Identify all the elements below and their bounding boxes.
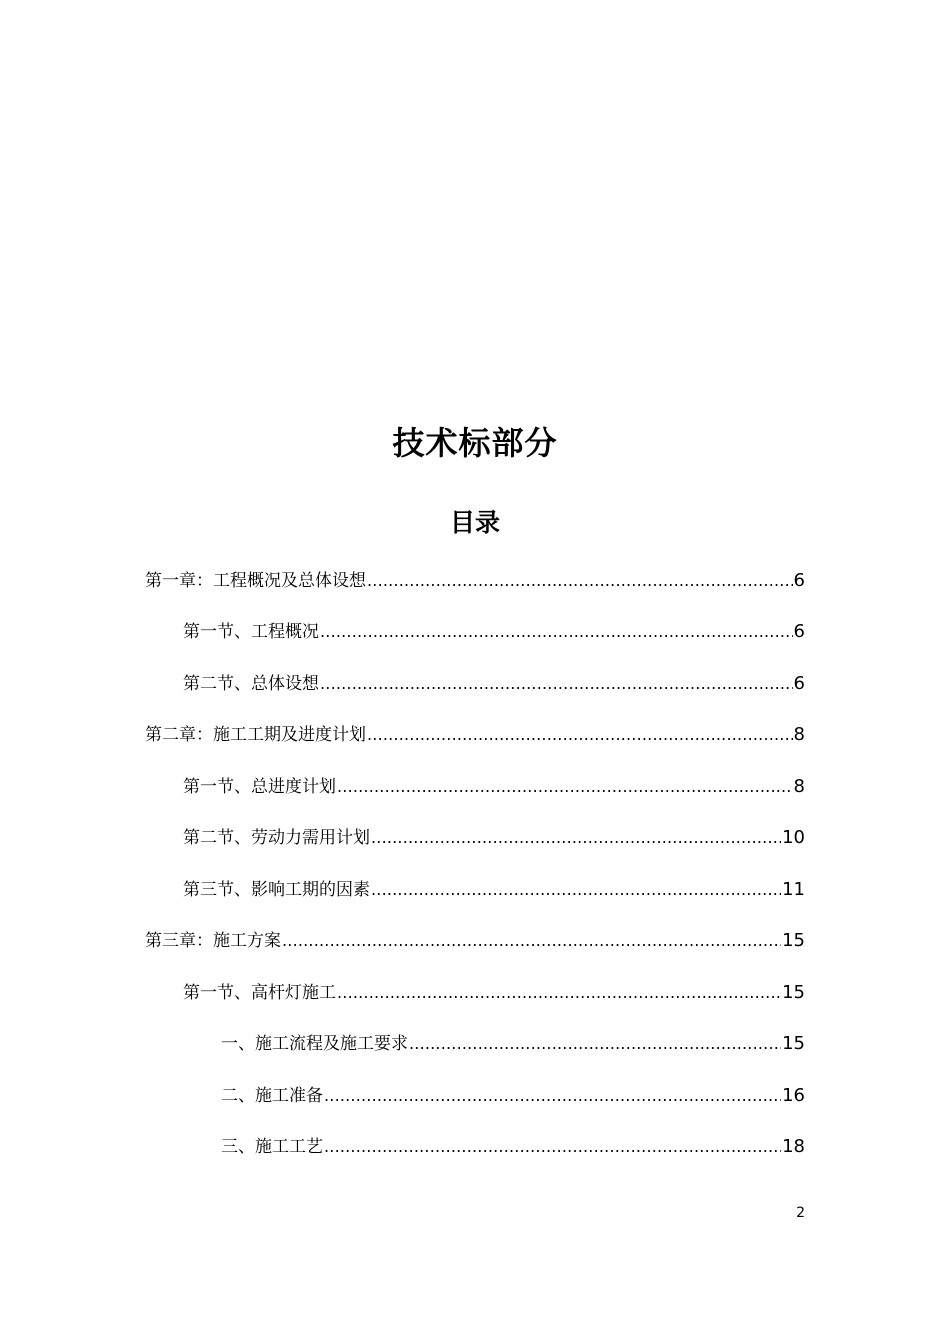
toc-entry[interactable] [145, 556, 805, 606]
toc-entry-page: 6 [793, 621, 805, 642]
toc-entry[interactable] [221, 1071, 805, 1121]
toc-entry[interactable] [183, 968, 805, 1018]
toc-entry[interactable] [145, 916, 805, 966]
toc-entry[interactable] [221, 1019, 805, 1069]
toc-entry-label: 第三节、影响工期的因素 [183, 880, 370, 900]
toc-dot-leader [371, 827, 781, 849]
toc-entry[interactable] [183, 659, 805, 709]
toc-entry-label: 第一章：工程概况及总体设想 [145, 571, 366, 591]
toc-entry-label: 第三章：施工方案 [145, 931, 281, 951]
toc-entry-page: 8 [793, 776, 805, 797]
toc-dot-leader [324, 1136, 781, 1158]
toc-entry-label: 三、施工工艺 [221, 1137, 323, 1157]
toc-entry[interactable] [183, 813, 805, 863]
toc-heading: 目录 [449, 508, 500, 537]
toc-entry-page: 10 [782, 827, 805, 848]
toc-entry-label: 二、施工准备 [221, 1086, 323, 1106]
page-number: 2 [796, 1205, 805, 1221]
toc-entry[interactable] [183, 607, 805, 657]
toc-entry-page: 6 [793, 673, 805, 694]
toc-entry[interactable] [183, 865, 805, 915]
toc-dot-leader [337, 776, 793, 798]
toc-entry[interactable] [221, 1122, 805, 1172]
toc-entry-label: 第二节、总体设想 [183, 674, 319, 694]
toc-dot-leader [367, 724, 793, 746]
toc-dot-leader [320, 673, 793, 695]
toc-entry-label: 第一节、总进度计划 [183, 777, 336, 797]
toc-entry-page: 11 [782, 879, 805, 900]
document-title: 技术标部分 [392, 424, 558, 462]
toc-entry-page: 16 [782, 1085, 805, 1106]
toc-entry-page: 15 [782, 982, 805, 1003]
toc-entry[interactable] [145, 710, 805, 760]
toc-dot-leader [367, 570, 793, 592]
toc-dot-leader [409, 1033, 781, 1055]
toc-entry-label: 第一节、工程概况 [183, 622, 319, 642]
toc-entry-label: 第二节、劳动力需用计划 [183, 828, 370, 848]
toc-entry-label: 一、施工流程及施工要求 [221, 1034, 408, 1054]
toc-entry-page: 8 [793, 724, 805, 745]
toc-entry-page: 18 [782, 1136, 805, 1157]
toc-dot-leader [337, 982, 781, 1004]
toc-dot-leader [282, 930, 781, 952]
toc-dot-leader [371, 879, 781, 901]
toc-entry-page: 15 [782, 1033, 805, 1054]
toc-entry-page: 6 [793, 570, 805, 591]
toc-entry-label: 第一节、高杆灯施工 [183, 983, 336, 1003]
toc-entry-page: 15 [782, 930, 805, 951]
toc-entry-label: 第二章：施工工期及进度计划 [145, 725, 366, 745]
toc-dot-leader [324, 1085, 781, 1107]
toc-dot-leader [320, 621, 793, 643]
toc-entry[interactable] [183, 762, 805, 812]
